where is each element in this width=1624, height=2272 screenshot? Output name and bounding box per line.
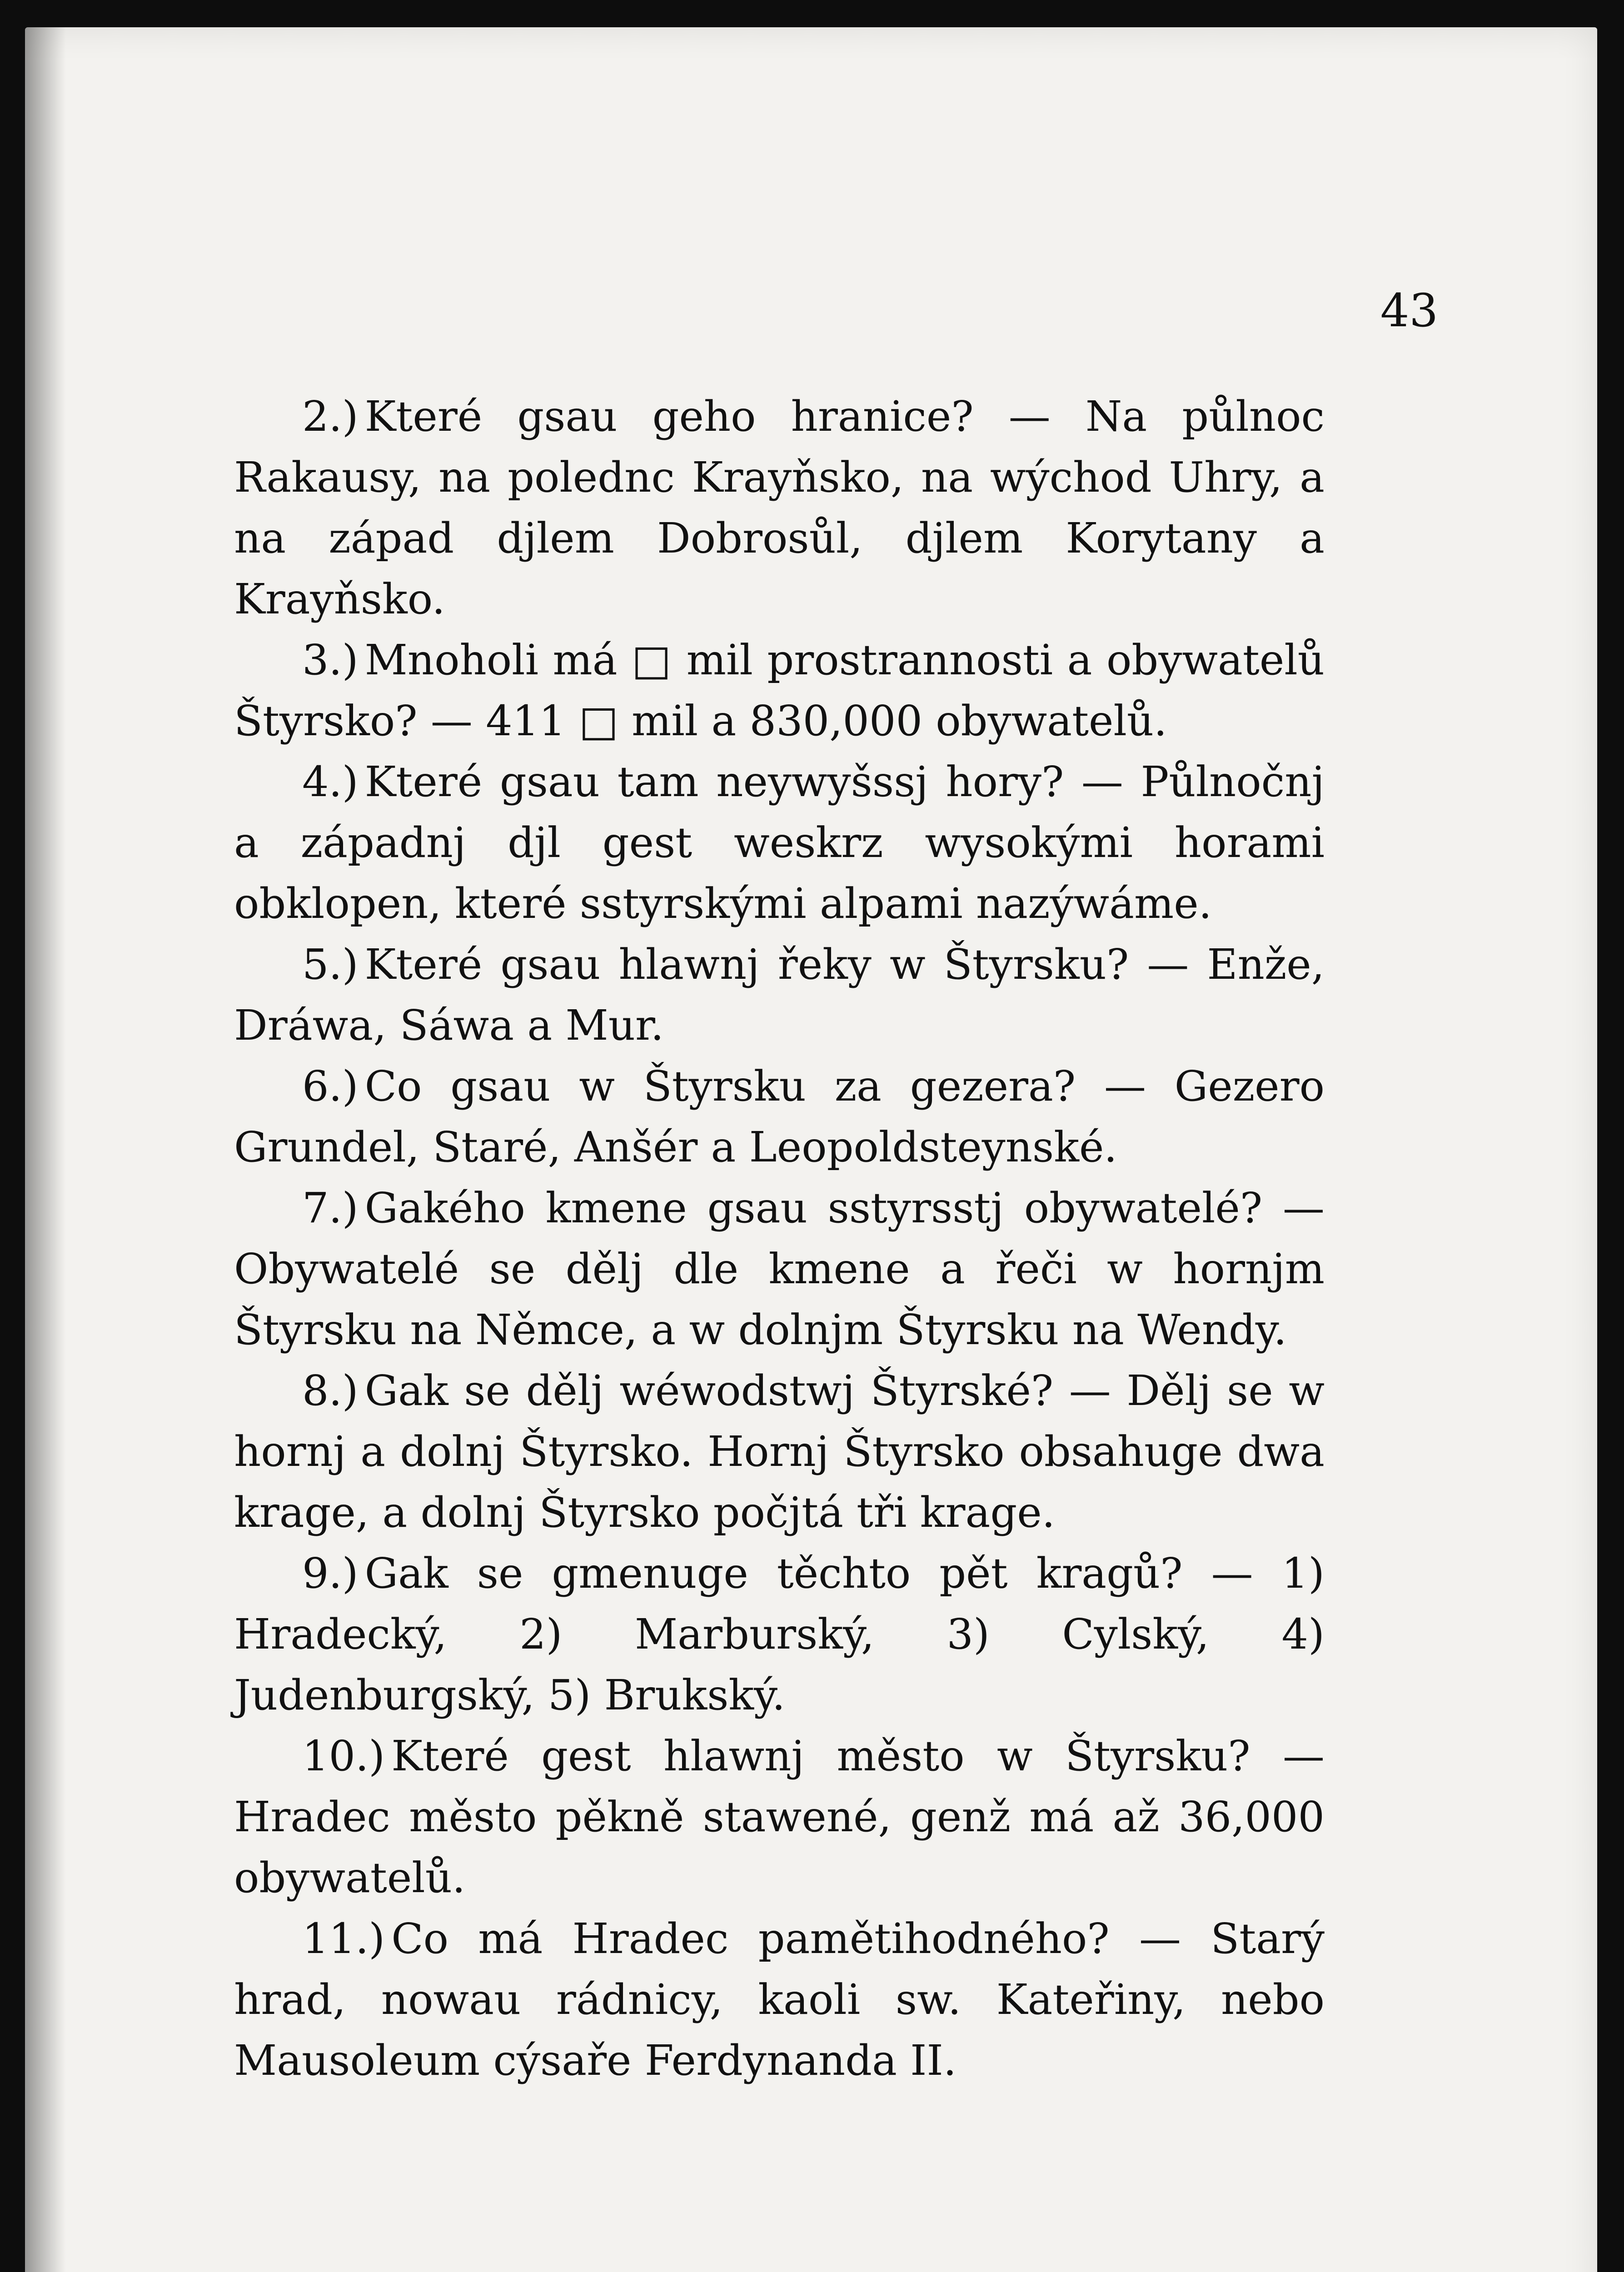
paragraph-text: Které gsau hlawnj řeky w Štyrsku? — Enže, Dráwa, Sáwa a Mur. bbox=[234, 940, 1325, 1050]
paragraph-number: 11.) bbox=[302, 1914, 385, 1963]
paragraph-text: Které gest hlawnj město w Štyrsku? — Hradec město pěkně stawené, genž má až 36,000 obywatelů. bbox=[234, 1732, 1325, 1902]
paragraph-text: Mnoholi má □ mil prostrannosti a obywatelů Štyrsko? — 411 □ mil a 830,000 obywatelů. bbox=[234, 636, 1325, 745]
paragraph-number: 10.) bbox=[302, 1732, 385, 1780]
paragraph-8 bbox=[234, 1360, 1325, 1543]
gutter-shadow bbox=[25, 27, 66, 2272]
paragraph-text: Co má Hradec pamětihodného? — Starý hrad, nowau rádnicy, kaoli sw. Kateřiny, nebo Mausoleum cýsaře Ferdynanda II. bbox=[234, 1914, 1325, 2085]
paragraph-number: 2.) bbox=[302, 392, 359, 441]
paragraph-2 bbox=[234, 386, 1325, 630]
page-number: 43 bbox=[1380, 284, 1438, 337]
paragraph-number: 3.) bbox=[302, 636, 359, 684]
paragraph-5 bbox=[234, 934, 1325, 1056]
paragraph-9 bbox=[234, 1543, 1325, 1726]
book-page bbox=[25, 27, 1597, 2272]
paragraph-text: Gak se dělj wéwodstwj Štyrské? — Dělj se w hornj a dolnj Štyrsko. Hornj Štyrsko obsahuge dwa krage, a dolnj Štyrsko počjtá tři krage. bbox=[234, 1366, 1325, 1537]
paragraph-4 bbox=[234, 752, 1325, 934]
paragraph-number: 6.) bbox=[302, 1062, 359, 1111]
paragraph-text: Gak se gmenuge těchto pět kragů? — 1) Hradecký, 2) Marburský, 3) Cylský, 4) Judenburgský, 5) Brukský. bbox=[234, 1549, 1325, 1719]
paragraph-3 bbox=[234, 630, 1325, 752]
text-block bbox=[234, 386, 1325, 2091]
paragraph-text: Které gsau tam neywyšssj hory? — Půlnočnj a západnj djl gest weskrz wysokými horami obklopen, které sstyrskými alpami nazýwáme. bbox=[234, 757, 1325, 928]
paragraph-number: 9.) bbox=[302, 1549, 359, 1598]
paragraph-text: Co gsau w Štyrsku za gezera? — Gezero Grundel, Staré, Anšér a Leopoldsteynské. bbox=[234, 1062, 1325, 1171]
paragraph-text: Které gsau geho hranice? — Na půlnoc Rakausy, na polednc Krayňsko, na wýchod Uhry, a na západ djlem Dobrosůl, djlem Korytany a Krayňsko. bbox=[234, 392, 1325, 623]
paragraph-11 bbox=[234, 1908, 1325, 2091]
paragraph-7 bbox=[234, 1178, 1325, 1360]
paragraph-text: Gakého kmene gsau sstyrsstj obywatelé? — Obywatelé se dělj dle kmene a řeči w hornjm Štyrsku na Němce, a w dolnjm Štyrsku na Wendy. bbox=[234, 1184, 1325, 1354]
paragraph-number: 5.) bbox=[302, 940, 359, 989]
paragraph-number: 8.) bbox=[302, 1366, 359, 1415]
paragraph-6 bbox=[234, 1056, 1325, 1178]
paragraph-number: 7.) bbox=[302, 1184, 359, 1232]
paragraph-10 bbox=[234, 1726, 1325, 1908]
paragraph-number: 4.) bbox=[302, 757, 359, 806]
